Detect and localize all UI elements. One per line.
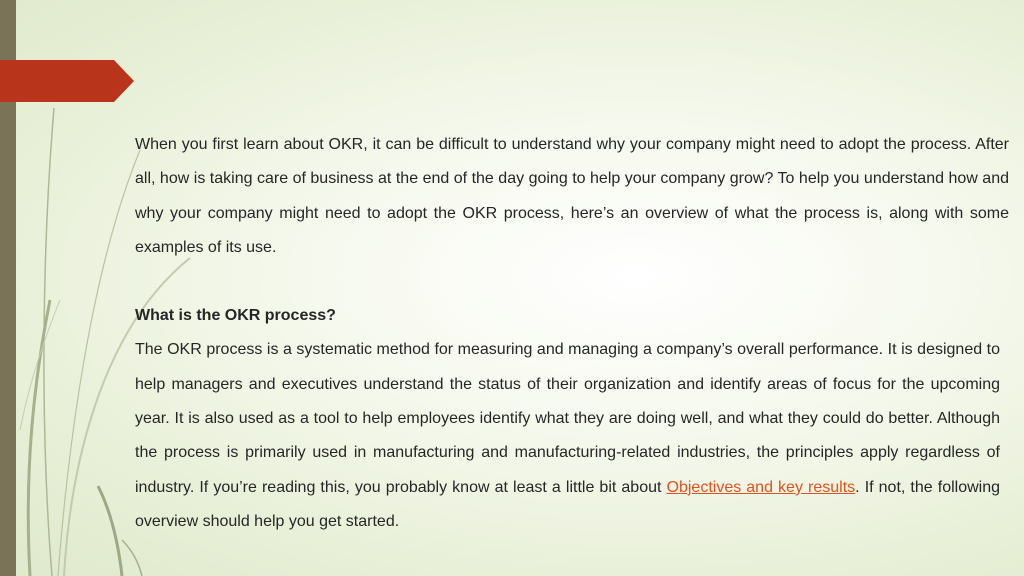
okr-process-paragraph — [135, 333, 1000, 539]
section-heading: What is the OKR process? — [135, 307, 336, 325]
paragraph-spacer — [135, 265, 1009, 299]
objectives-and-key-results-link[interactable]: Objectives and key results — [666, 478, 856, 496]
slide-body — [135, 128, 1009, 539]
intro-paragraph: When you first learn about OKR, it can be difficult to understand why your company might need to adopt the process. After all, how is taking care of business at the end of the day going to help your company grow? To help you understand how and why your company might need to adopt the OKR process, here’s an overview of what the process is, along with some examples of its use. — [135, 136, 1009, 256]
paragraph-text-after-link: . If not, the following overview should help you get started. — [135, 478, 1001, 530]
paragraph-text-before-link: The OKR process is a systematic method for measuring and managing a company’s overall performance. It is designed to help managers and executives understand the status of their organization and identify areas of focus for the upcoming year. It is also used as a tool to help employees identify what they are doing well, and what they could do better. Although the process is primarily used in manufacturing and manufacturing-related industries, the principles apply regardless of industry. If you’re reading this, you probably know at least a little bit about — [135, 341, 1000, 496]
arrow-accent-tab — [0, 60, 134, 102]
